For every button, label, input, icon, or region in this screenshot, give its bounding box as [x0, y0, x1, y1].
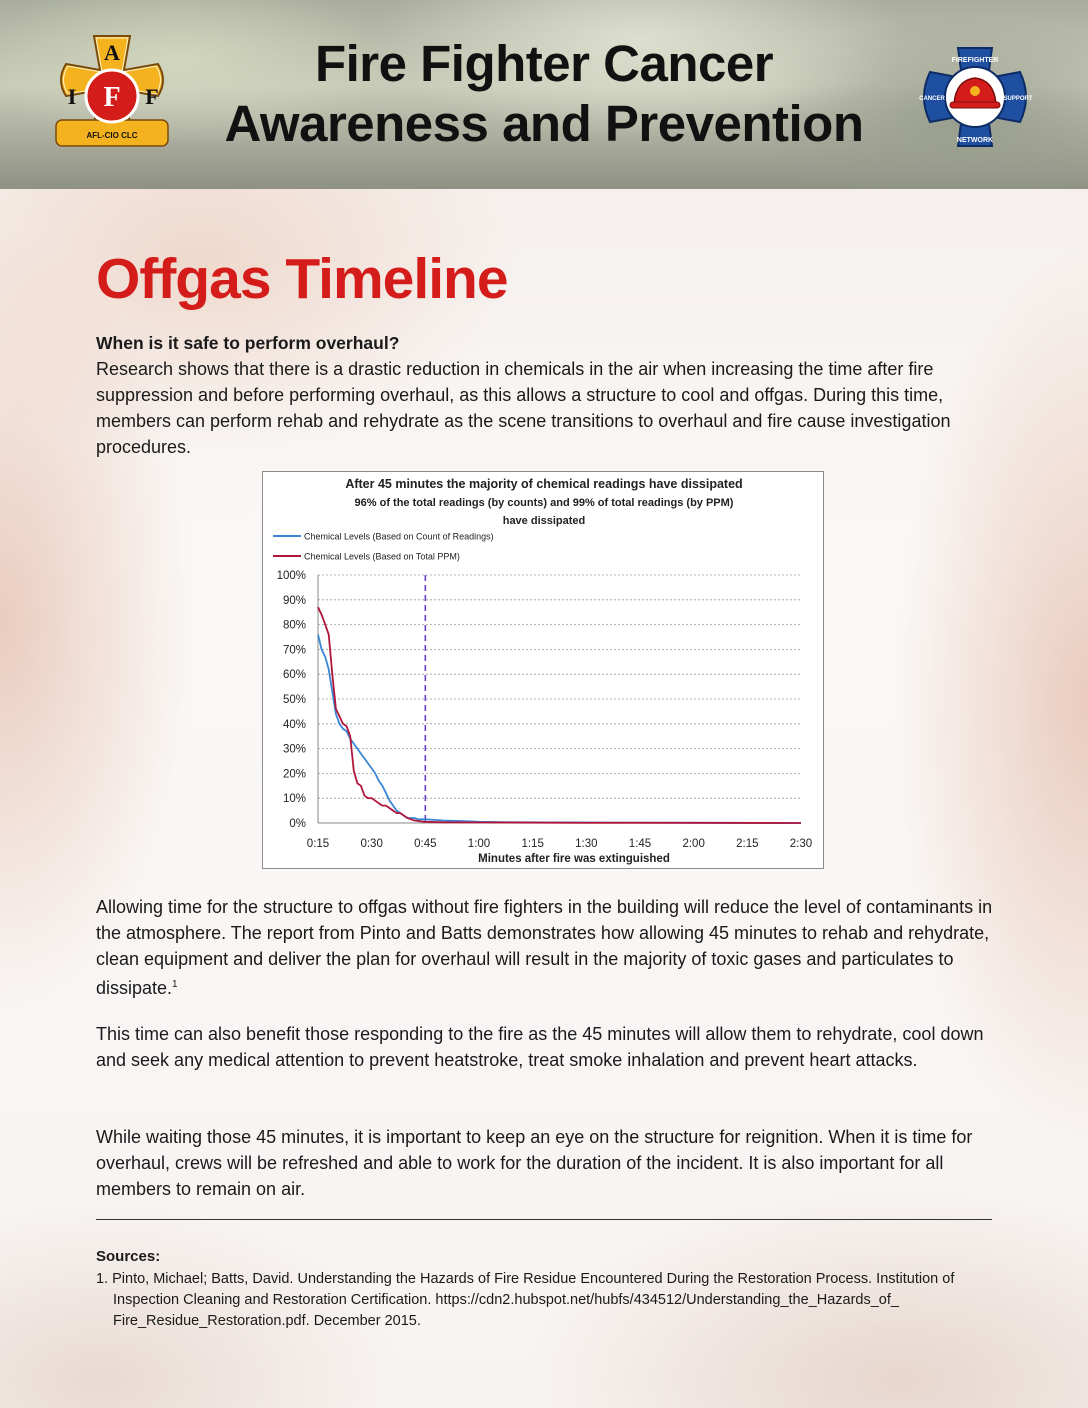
x-tick-label: 0:15 [306, 838, 330, 850]
paragraph-offgas-text: Allowing time for the structure to offgas without fire fighters in the building will reduce the level of contaminants in the atmosphere. The report from Pinto and Batts demonstrates how allowing 45 minutes to rehab and rehydrate, clean equipment and deliver the plan for overhaul will result in the majority of toxic gases and particulates to dissipate. [96, 897, 993, 998]
chart-subtitle-line2: have dissipated [502, 515, 586, 527]
page-title: Offgas Timeline [96, 247, 508, 311]
iaff-logo-icon [50, 34, 174, 158]
header-title [200, 34, 888, 154]
y-tick-label: 20% [282, 768, 306, 781]
svg-text:AFL-CIO CLC: AFL-CIO CLC [86, 131, 138, 140]
svg-text:CANCER: CANCER [919, 96, 945, 102]
paragraph-benefit: This time can also benefit those responding to the fire as the 45 minutes will allow them to rehydrate, cool down and seek any medical attention to prevent heatstroke, treat smoke inhalation and prevent heart attacks. [96, 1024, 984, 1070]
intro-question: When is it safe to perform overhaul? [96, 333, 400, 353]
footnote-marker: 1 [172, 979, 178, 990]
x-tick-label: 2:00 [682, 838, 705, 850]
sources-divider [96, 1219, 992, 1220]
paragraph-reignition: While waiting those 45 minutes, it is important to keep an eye on the structure for reignition. When it is time for overhaul, crews will be refreshed and able to work for the duration of the incident. It is also important for all members to remain on air. [96, 1127, 973, 1199]
legend-label-ppm: Chemical Levels (Based on Total PPM) [304, 551, 460, 562]
x-tick-label: 2:30 [789, 838, 813, 850]
svg-text:F: F [103, 82, 121, 113]
source-item: 1. Pinto, Michael; Batts, David. Understanding the Hazards of Fire Residue Encountered During the Restoration Process. Institution of Inspection Cleaning and Restoration Certification. https://cdn2.hubspot.net/hubfs/434512/Understanding_the_Hazards_of_ Fire_Residue_Restoration.pdf. December 2015. [96, 1271, 955, 1329]
y-tick-label: 80% [282, 619, 306, 632]
x-tick-label: 1:30 [575, 838, 598, 850]
fcsn-logo-icon [916, 46, 1034, 148]
y-tick-label: 100% [276, 570, 306, 582]
header-title-line1: Fire Fighter Cancer [314, 35, 774, 92]
paragraph-offgas [96, 894, 996, 1001]
x-axis-ticks [307, 838, 812, 850]
x-tick-label: 2:15 [736, 838, 759, 850]
x-tick-label: 1:00 [467, 838, 491, 850]
legend-label-count: Chemical Levels (Based on Count of Readings) [304, 531, 494, 542]
y-tick-label: 70% [282, 644, 306, 657]
svg-text:I: I [67, 84, 77, 109]
chart-grid [318, 575, 801, 798]
y-tick-label: 10% [282, 793, 306, 806]
svg-text:F: F [145, 84, 159, 109]
y-tick-label: 30% [282, 743, 306, 756]
y-axis-ticks [277, 570, 306, 830]
offgas-chart [262, 471, 824, 869]
chart-title: After 45 minutes the majority of chemical readings have dissipated [345, 477, 743, 491]
series-line-count-of-readings [318, 635, 801, 824]
y-tick-label: 60% [282, 669, 306, 682]
svg-text:SUPPORT: SUPPORT [1003, 96, 1033, 102]
paragraph-research: Research shows that there is a drastic reduction in chemicals in the air when increasing the time after fire suppression and before performing overhaul, as this allows a structure to cool and offgas. During this time, members can perform rehab and rehydrate as the scene transitions to overhaul and fire cause investigation procedures. [96, 359, 951, 457]
sources-heading: Sources: [96, 1248, 161, 1265]
y-tick-label: 40% [282, 718, 306, 731]
x-tick-label: 1:45 [628, 838, 652, 850]
offgas-chart-svg [263, 472, 825, 870]
x-tick-label: 0:30 [360, 838, 383, 850]
y-tick-label: 50% [282, 694, 306, 706]
chart-subtitle-line1: 96% of the total readings (by counts) and 99% of total readings (by PPM) [354, 497, 734, 509]
series-line-total-ppm [318, 607, 801, 823]
svg-text:A: A [104, 40, 120, 65]
header-title-line2: Awareness and Prevention [224, 95, 864, 152]
x-axis-label: Minutes after fire was extinguished [478, 853, 670, 865]
svg-text:FIREFIGHTER: FIREFIGHTER [951, 57, 999, 64]
svg-text:NETWORK: NETWORK [956, 137, 994, 144]
y-tick-label: 90% [282, 594, 306, 607]
y-tick-label: 0% [289, 818, 306, 830]
header-banner [0, 0, 1088, 189]
x-tick-label: 1:15 [521, 838, 544, 850]
x-tick-label: 0:45 [414, 838, 437, 850]
